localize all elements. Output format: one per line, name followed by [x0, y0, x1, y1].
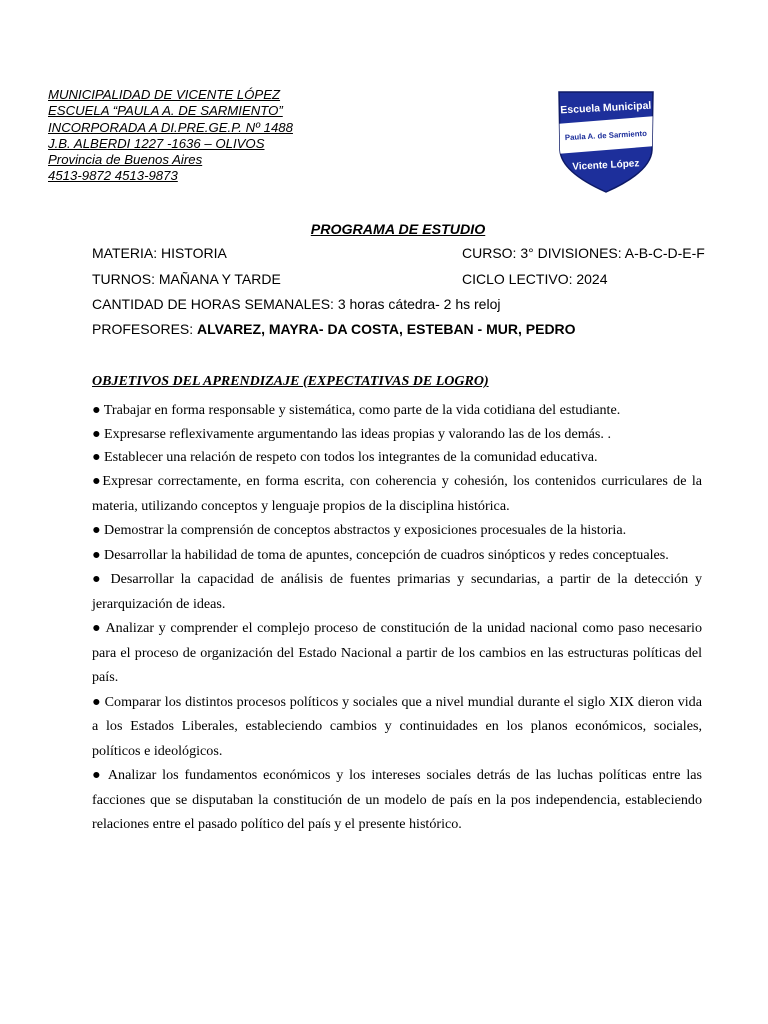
objective-item: ● Trabajar en forma responsable y sistemática, como parte de la vida cotidiana del estudiante.: [92, 402, 621, 418]
objective-item: ● Comparar los distintos procesos políticos y sociales que a nivel mundial durante el siglo XIX dieron vida a los Estados Liberales, estableciendo cambios y continuidades en los planos económicos, sociales, políticos e ideológicos.: [92, 693, 702, 759]
logo-text-line2: Paula A. de Sarmiento: [564, 128, 648, 143]
objective-item: ● Analizar y comprender el complejo proceso de constitución de la unidad nacional como paso necesario para el proceso de organización del Estado Nacional a partir de los cambios en las estructuras políticas del país.: [92, 620, 702, 685]
teachers-label: PROFESORES:: [92, 321, 198, 337]
objectives-list: [92, 398, 702, 837]
weekly-hours-field: CANTIDAD DE HORAS SEMANALES: 3 horas cátedra- 2 hs reloj: [92, 296, 501, 312]
header-line-municipality: MUNICIPALIDAD DE VICENTE LÓPEZ: [48, 87, 281, 102]
header-line-address: J.B. ALBERDI 1227 -1636 – OLIVOS: [48, 135, 265, 151]
objective-item: ● Desarrollar la habilidad de toma de apuntes, concepción de cuadros sinópticos y redes conceptuales.: [92, 546, 669, 563]
objective-item: ● Analizar los fundamentos económicos y los intereses sociales detrás de las luchas políticas entre las facciones que se disputaban la constitución de un modelo de país en la pos independencia, estableciendo relaciones entre el pasado político del país y el presente histórico.: [92, 767, 702, 832]
school-header: [48, 87, 293, 185]
objective-item: ● Demostrar la comprensión de conceptos abstractos y exposiciones procesuales de la historia.: [92, 522, 627, 538]
logo-text-line1: Escuela Municipal: [560, 99, 652, 117]
objective-item: ● Expresarse reflexivamente argumentando las ideas propias y valorando las de los demás. .: [92, 425, 611, 442]
info-row-1: [92, 245, 705, 261]
header-line-incorporation: INCORPORADA A DI.PRE.GE.P. Nº 1488: [48, 119, 293, 135]
objectives-heading: OBJETIVOS DEL APRENDIZAJE (EXPECTATIVAS DE LOGRO): [92, 374, 489, 389]
school-year-field: CICLO LECTIVO: 2024: [462, 271, 608, 287]
course-field: CURSO: 3° DIVISIONES: A-B-C-D-E-F: [462, 245, 705, 261]
header-line-phones: 4513-9872 4513-9873: [48, 168, 178, 184]
objective-item: ● Desarrollar la capacidad de análisis de fuentes primarias y secundarias, a partir de la detección y jerarquización de ideas.: [92, 571, 702, 612]
objective-item: ● Establecer una relación de respeto con todos los integrantes de la comunidad educativa.: [92, 448, 598, 465]
teachers-field: [92, 321, 576, 337]
shifts-field: TURNOS: MAÑANA Y TARDE: [92, 271, 281, 287]
teachers-names: ALVAREZ, MAYRA- DA COSTA, ESTEBAN - MUR, PEDRO: [197, 321, 576, 337]
objective-item: ●Expresar correctamente, en forma escrita, con coherencia y cohesión, los contenidos curriculares de la materia, utilizando conceptos y lenguaje propios de la disciplina histórica.: [92, 473, 702, 514]
header-line-school: ESCUELA “PAULA A. DE SARMIENTO”: [48, 103, 283, 119]
header-line-province: Provincia de Buenos Aires: [48, 152, 203, 168]
subject-field: MATERIA: HISTORIA: [92, 245, 227, 261]
info-row-2: [92, 271, 608, 287]
logo-text-line3: Vicente López: [572, 158, 640, 173]
school-logo: [556, 88, 656, 194]
page-title: PROGRAMA DE ESTUDIO: [310, 222, 486, 238]
